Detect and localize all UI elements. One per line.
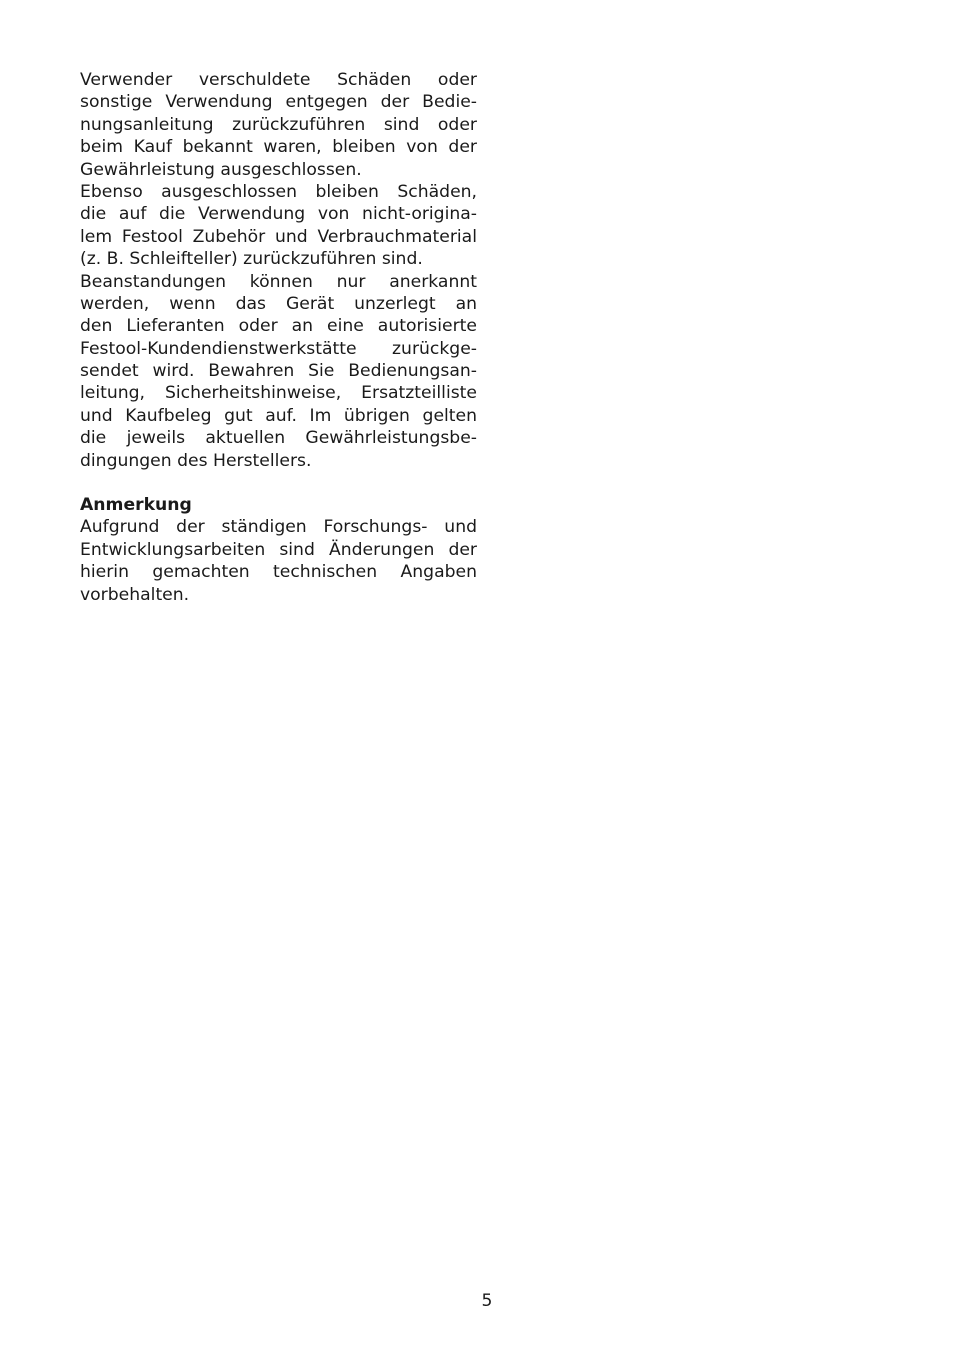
text-line: nungsanleitung zurückzuführen sind oder <box>80 114 477 135</box>
paragraph-spacer <box>80 472 477 494</box>
text-line: lem Festool Zubehör und Verbrauchmaterial <box>80 226 477 247</box>
text-line: Festool-Kundendienstwerkstätte zurückge- <box>80 338 477 359</box>
note-heading: Anmerkung <box>80 495 192 516</box>
text-line: werden, wenn das Gerät unzerlegt an <box>80 293 477 314</box>
text-line: und Kaufbeleg gut auf. Im übrigen gelten <box>80 405 477 426</box>
text-column <box>80 69 477 606</box>
text-line: leitung, Sicherheitshinweise, Ersatzteilliste <box>80 383 477 404</box>
text-line: sendet wird. Bewahren Sie Bedienungsan- <box>80 361 477 382</box>
text-line: Beanstandungen können nur anerkannt <box>80 271 477 292</box>
text-line: die auf die Verwendung von nicht-origina- <box>80 204 477 225</box>
text-line: hierin gemachten technischen Angaben <box>80 562 477 583</box>
text-line: die jeweils aktuellen Gewährleistungsbe- <box>80 428 477 449</box>
text-line: Ebenso ausgeschlossen bleiben Schäden, <box>80 181 477 202</box>
text-line: den Lieferanten oder an eine autorisierte <box>80 316 477 337</box>
text-line: Entwicklungsarbeiten sind Änderungen der <box>80 539 477 560</box>
text-line: Aufgrund der ständigen Forschungs- und <box>80 517 477 538</box>
text-line: dingungen des Herstellers. <box>80 450 312 471</box>
text-line: sonstige Verwendung entgegen der Bedie- <box>80 92 477 113</box>
text-line: beim Kauf bekannt waren, bleiben von der <box>80 137 477 158</box>
text-line: (z. B. Schleifteller) zurückzuführen sind. <box>80 249 423 270</box>
page-number: 5 <box>481 1291 493 1311</box>
text-line: vorbehalten. <box>80 584 190 605</box>
text-line: Gewährleistung ausgeschlossen. <box>80 159 362 180</box>
text-line: Verwender verschuldete Schäden oder <box>80 70 477 90</box>
warranty-paragraph <box>80 69 477 472</box>
note-section <box>80 494 477 606</box>
